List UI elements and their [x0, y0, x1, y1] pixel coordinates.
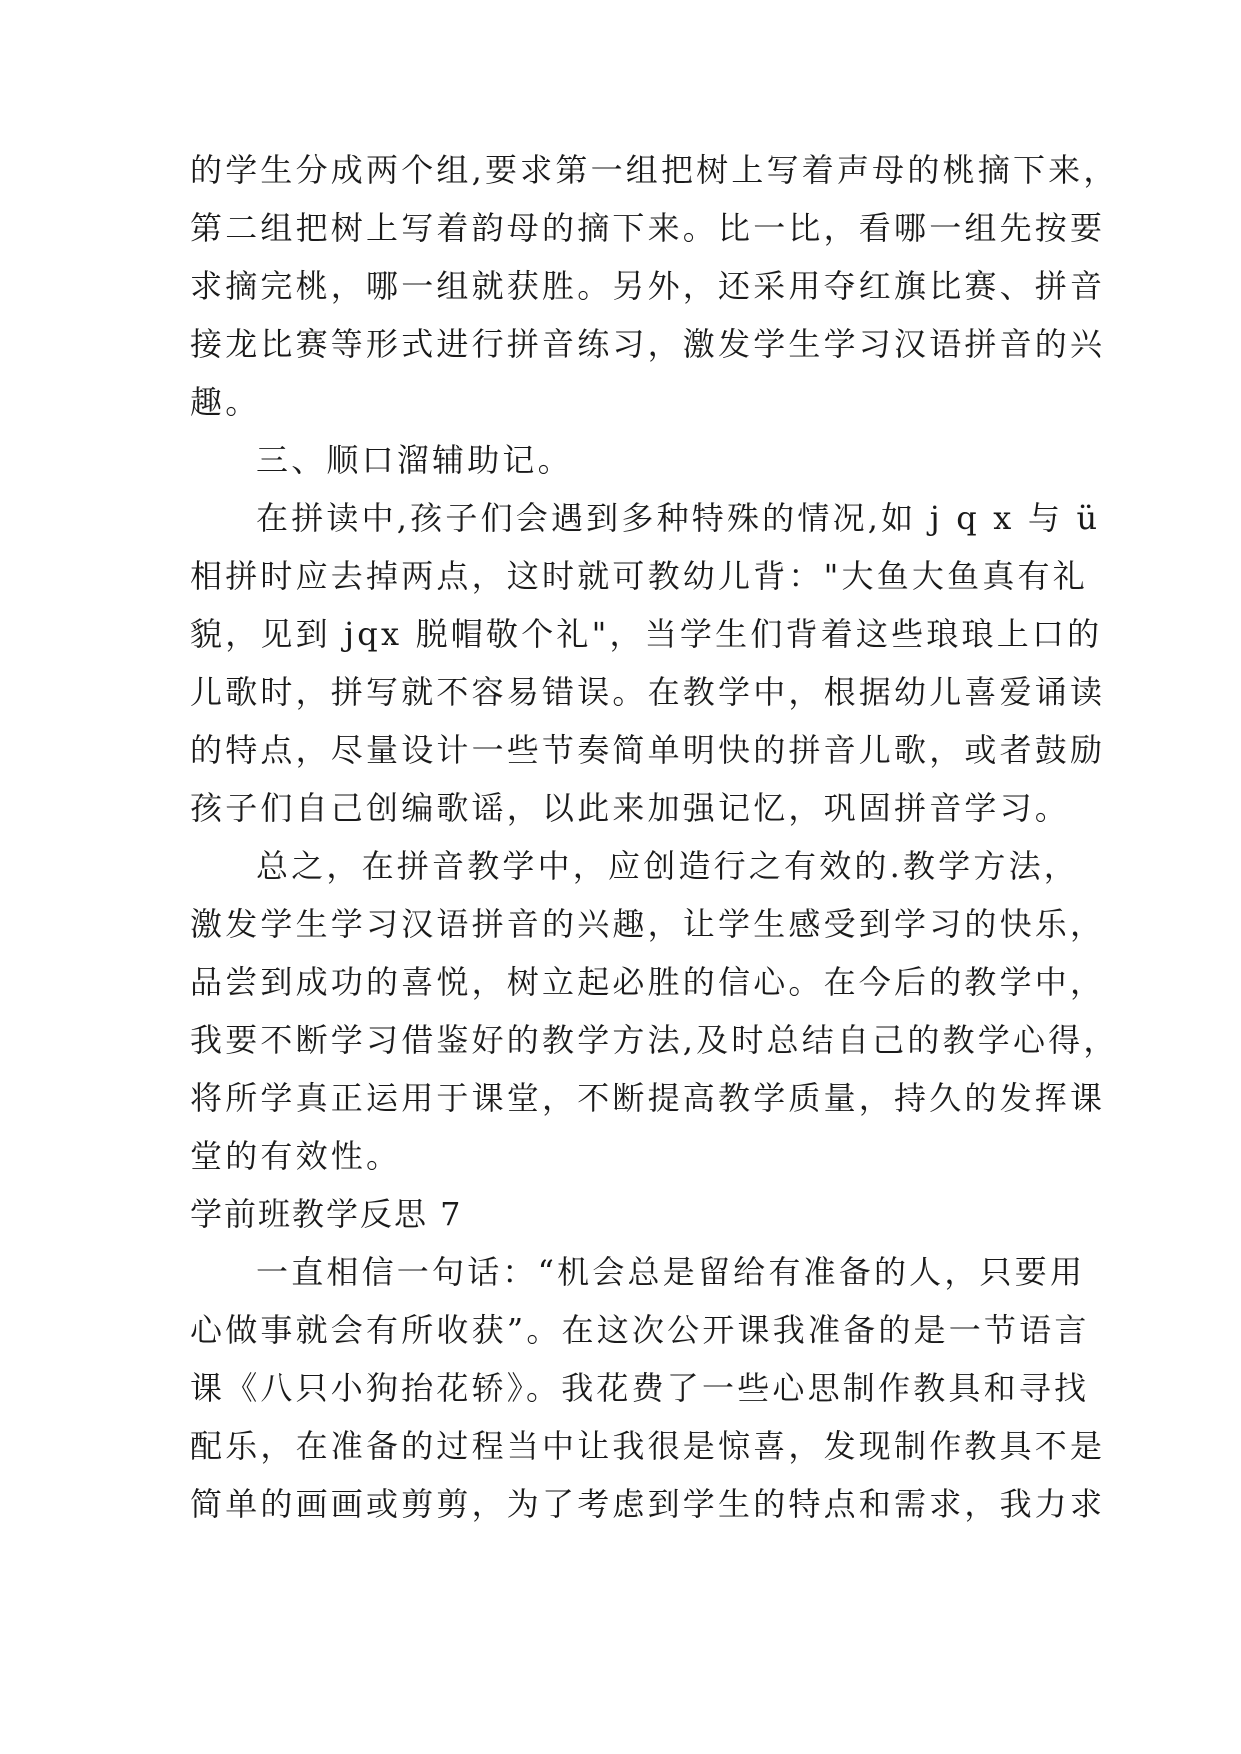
paragraph-line: 激发学生学习汉语拼音的兴趣，让学生感受到学习的快乐， [190, 905, 1106, 943]
paragraph-line: 将所学真正运用于课堂，不断提高教学质量，持久的发挥课 [190, 1079, 1106, 1117]
paragraph-line: 儿歌时，拼写就不容易错误。在教学中，根据幼儿喜爱诵读 [190, 673, 1106, 711]
paragraph-line: 貌，见到 jqx 脱帽敬个礼"，当学生们背着这些琅琅上口的 [190, 615, 1103, 653]
paragraph-line: 配乐，在准备的过程当中让我很是惊喜，发现制作教具不是 [190, 1427, 1106, 1465]
paragraph-line: 简单的画画或剪剪，为了考虑到学生的特点和需求，我力求 [190, 1485, 1106, 1523]
paragraph-line: 一直相信一句话：“机会总是留给有准备的人，只要用 [256, 1253, 1086, 1291]
paragraph-line: 趣。 [190, 383, 261, 421]
paragraph-line: 第二组把树上写着韵母的摘下来。比一比，看哪一组先按要 [190, 209, 1106, 247]
paragraph-line: 的学生分成两个组,要求第一组把树上写着声母的桃摘下来， [190, 151, 1119, 189]
paragraph-line: 总之，在拼音教学中，应创造行之有效的.教学方法， [256, 847, 1079, 885]
paragraph-line: 课《八只小狗抬花轿》。我花费了一些心思制作教具和寻找 [190, 1369, 1090, 1407]
paragraph-line: 求摘完桃，哪一组就获胜。另外，还采用夺红旗比赛、拼音 [190, 267, 1106, 305]
paragraph-line: 的特点，尽量设计一些节奏简单明快的拼音儿歌，或者鼓励 [190, 731, 1106, 769]
paragraph-line: 孩子们自己创编歌谣，以此来加强记忆，巩固拼音学习。 [190, 789, 1071, 827]
paragraph-line: 堂的有效性。 [190, 1137, 402, 1175]
paragraph-line: 接龙比赛等形式进行拼音练习，激发学生学习汉语拼音的兴 [190, 325, 1106, 363]
paragraph-line: 在拼读中,孩子们会遇到多种特殊的情况,如 j q x 与 ü [256, 499, 1101, 537]
document-heading: 学前班教学反思 7 [190, 1195, 463, 1233]
section-heading: 三、顺口溜辅助记。 [256, 441, 573, 479]
paragraph-line: 相拼时应去掉两点，这时就可教幼儿背："大鱼大鱼真有礼 [190, 557, 1088, 595]
paragraph-line: 品尝到成功的喜悦，树立起必胜的信心。在今后的教学中， [190, 963, 1106, 1001]
paragraph-line: 心做事就会有所收获”。在这次公开课我准备的是一节语言 [190, 1311, 1090, 1349]
paragraph-line: 我要不断学习借鉴好的教学方法,及时总结自己的教学心得， [190, 1021, 1119, 1059]
